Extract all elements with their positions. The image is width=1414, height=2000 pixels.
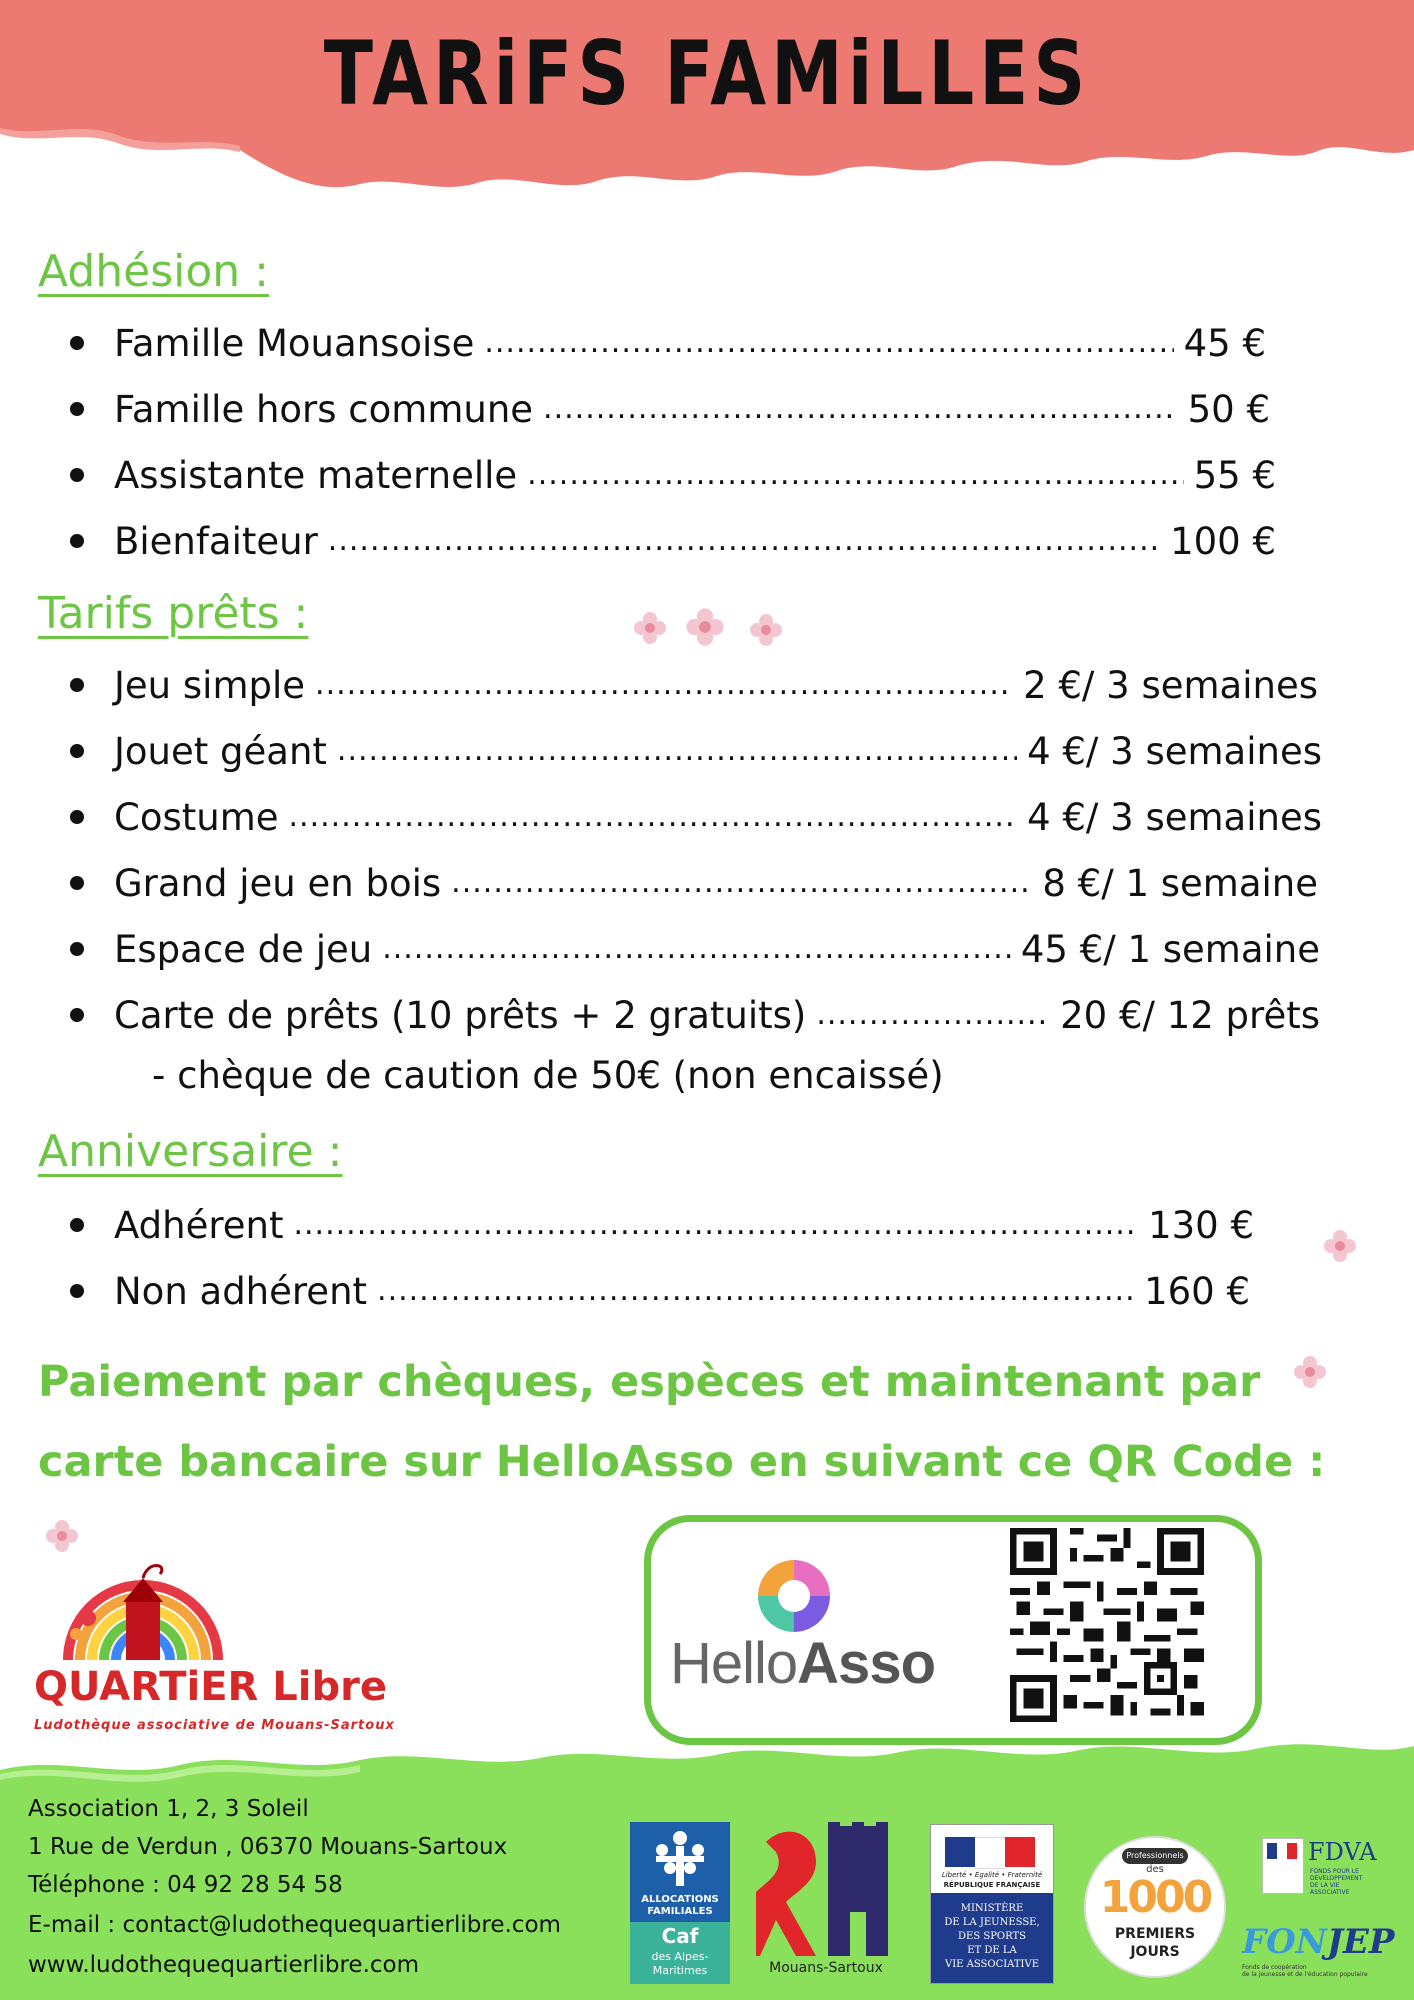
- jours-des: des: [1146, 1864, 1164, 1875]
- section-heading-prets: Tarifs prêts :: [38, 588, 309, 639]
- row-price: 100 €: [1170, 519, 1276, 563]
- contact-website[interactable]: www.ludothequequartierlibre.com: [28, 1952, 419, 1978]
- jours-top: Professionnels: [1122, 1848, 1188, 1864]
- helloasso-logo-icon: [752, 1554, 836, 1638]
- price-row: [70, 450, 1276, 500]
- bullet: [70, 876, 84, 890]
- row-label: Bienfaiteur: [114, 519, 318, 563]
- fdva-label: FDVA: [1308, 1838, 1377, 1866]
- price-row: [70, 858, 1318, 908]
- row-label: Non adhérent: [114, 1269, 368, 1313]
- ministere-line-3: DES SPORTS: [958, 1931, 1026, 1942]
- bullet: [70, 468, 84, 482]
- row-label: Jouet géant: [114, 729, 327, 773]
- bullet: [70, 1284, 84, 1298]
- dot-leader: [451, 865, 1032, 908]
- ministere-rf: RÉPUBLIQUE FRANÇAISE: [943, 1881, 1041, 1889]
- contact-address: 1 Rue de Verdun , 06370 Mouans-Sartoux: [28, 1834, 508, 1860]
- contact-email[interactable]: E-mail : contact@ludothequequartierlibre.com: [28, 1912, 561, 1938]
- mouans-sartoux-logo: [756, 1822, 896, 1962]
- fdva-sub-1: FONDS POUR LE: [1310, 1868, 1359, 1875]
- payment-line-2: carte bancaire sur HelloAsso en suivant ce QR Code :: [38, 1437, 1326, 1487]
- row-price: 45 €: [1183, 321, 1266, 365]
- row-label: Carte de prêts (10 prêts + 2 gratuits): [114, 993, 807, 1037]
- fonjep-label: [1242, 1922, 1394, 1962]
- flower-icon: [44, 1518, 80, 1554]
- bullet: [70, 744, 84, 758]
- dot-leader: [382, 931, 1011, 974]
- logo-name: QUARTiER Libre: [34, 1664, 387, 1710]
- row-label: Famille Mouansoise: [114, 321, 475, 365]
- payment-line-1: Paiement par chèques, espèces et maintenant par: [38, 1357, 1261, 1407]
- ministere-line-5: VIE ASSOCIATIVE: [944, 1959, 1039, 1970]
- caf-line-5: Maritimes: [652, 1964, 708, 1977]
- dot-leader: [543, 391, 1178, 434]
- row-price: 130 €: [1148, 1203, 1254, 1247]
- fdva-sub-3: DE LA VIE: [1310, 1882, 1340, 1889]
- caf-line-4: des Alpes-: [651, 1950, 709, 1963]
- section-heading-adhesion: Adhésion :: [38, 246, 269, 297]
- fdva-subtitle: [1310, 1868, 1362, 1896]
- price-row: [70, 792, 1322, 842]
- bullet: [70, 1008, 84, 1022]
- caf-logo: [630, 1822, 730, 1984]
- dot-leader: [484, 325, 1173, 368]
- fonjep-subtitle: [1242, 1964, 1368, 1978]
- dot-leader: [377, 1273, 1134, 1316]
- row-price: 45 €/ 1 semaine: [1020, 927, 1320, 971]
- price-row: [70, 1266, 1250, 1316]
- caf-line-3: Caf: [661, 1924, 699, 1948]
- fonjep-label-b: JEP: [1326, 1922, 1395, 1962]
- dot-leader: [337, 733, 1017, 776]
- fonjep-sub-2: de la jeunesse et de l'éducation populaire: [1242, 1971, 1368, 1978]
- row-price: 55 €: [1193, 453, 1276, 497]
- page-title: TARiFS FAMiLLES: [323, 22, 1091, 125]
- jours-line-1: PREMIERS: [1114, 1926, 1196, 1942]
- row-price: 160 €: [1144, 1269, 1250, 1313]
- price-row: [70, 660, 1318, 710]
- row-label: Grand jeu en bois: [114, 861, 442, 905]
- bullet: [70, 810, 84, 824]
- price-row: [70, 516, 1276, 566]
- dot-leader: [293, 1207, 1138, 1250]
- quartier-libre-logo: [28, 1560, 378, 1740]
- price-row: [70, 318, 1266, 368]
- row-price: 4 €/ 3 semaines: [1027, 729, 1322, 773]
- row-label: Adhérent: [114, 1203, 284, 1247]
- row-price: 8 €/ 1 semaine: [1042, 861, 1318, 905]
- ministere-line-4: ET DE LA: [967, 1945, 1017, 1956]
- helloasso-text-bold: Asso: [797, 1631, 935, 1696]
- contact-association: Association 1, 2, 3 Soleil: [28, 1796, 309, 1822]
- row-label: Jeu simple: [114, 663, 306, 707]
- fdva-marianne-icon: [1262, 1838, 1304, 1894]
- jours-number: 1000: [1099, 1872, 1211, 1923]
- price-row: [70, 1200, 1254, 1250]
- jours-line-2: JOURS: [1130, 1944, 1180, 1960]
- fonjep-label-a: FON: [1242, 1922, 1327, 1962]
- bullet: [70, 534, 84, 548]
- dot-leader: [328, 523, 1160, 566]
- bullet: [70, 336, 84, 350]
- dot-leader: [289, 799, 1018, 842]
- fonjep-sub-1: Fonds de coopération: [1242, 1964, 1307, 1971]
- 1000-premiers-jours-logo: [1084, 1836, 1226, 1978]
- price-row: [70, 924, 1320, 974]
- flower-icon: [1322, 1228, 1358, 1264]
- dot-leader: [527, 457, 1183, 500]
- caf-line-1: ALLOCATIONS: [641, 1894, 719, 1905]
- flower-icon: [748, 612, 784, 648]
- row-price: 50 €: [1187, 387, 1270, 431]
- ministere-line-2: DE LA JEUNESSE,: [944, 1917, 1040, 1928]
- flower-icon: [684, 606, 726, 648]
- price-row: [70, 990, 1320, 1040]
- fdva-sub-4: ASSOCIATIVE: [1310, 1889, 1350, 1896]
- contact-phone[interactable]: Téléphone : 04 92 28 54 58: [28, 1872, 343, 1898]
- row-label: Costume: [114, 795, 279, 839]
- helloasso-text-light: Hello: [670, 1631, 798, 1696]
- caf-line-2: FAMILIALES: [647, 1906, 713, 1917]
- row-price: 20 €/ 12 prêts: [1060, 993, 1320, 1037]
- dot-leader: [315, 667, 1013, 710]
- qr-code[interactable]: [1010, 1528, 1204, 1722]
- price-row: [70, 384, 1270, 434]
- ministere-motto: Liberté • Égalité • Fraternité: [941, 1871, 1043, 1879]
- row-label: Assistante maternelle: [114, 453, 518, 497]
- row-price: 2 €/ 3 semaines: [1023, 663, 1318, 707]
- price-row: [70, 726, 1322, 776]
- fdva-sub-2: DÉVELOPPEMENT: [1310, 1875, 1363, 1882]
- row-label: Espace de jeu: [114, 927, 373, 971]
- mouans-sartoux-label: Mouans-Sartoux: [769, 1960, 883, 1976]
- flower-icon: [632, 610, 668, 646]
- helloasso-wordmark: [670, 1630, 935, 1697]
- section-heading-anniversaire: Anniversaire :: [38, 1126, 343, 1177]
- row-label: Famille hors commune: [114, 387, 534, 431]
- bullet: [70, 402, 84, 416]
- caf-family-icon: [648, 1828, 712, 1888]
- deposit-note: - chèque de caution de 50€ (non encaissé): [152, 1054, 944, 1097]
- dot-leader: [816, 997, 1050, 1040]
- ministere-logo: [930, 1824, 1054, 1984]
- bullet: [70, 1218, 84, 1232]
- ministere-line-1: MINISTÈRE: [960, 1903, 1024, 1914]
- quartier-libre-wordmark: [34, 1664, 387, 1710]
- row-price: 4 €/ 3 semaines: [1027, 795, 1322, 839]
- bullet: [70, 678, 84, 692]
- logo-subtitle: Ludothèque associative de Mouans-Sartoux: [34, 1718, 395, 1733]
- bullet: [70, 942, 84, 956]
